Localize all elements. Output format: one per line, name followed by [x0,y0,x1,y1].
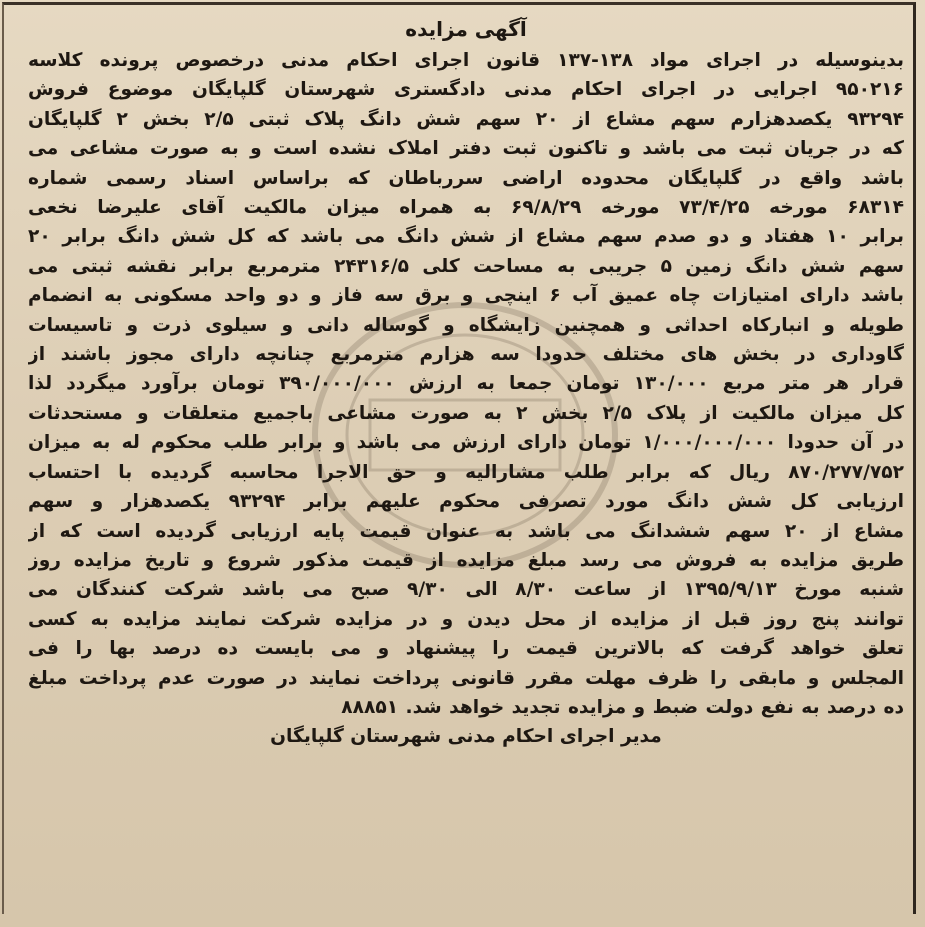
notice-line: باشد دارای امتیازات چاه عمیق آب ۶ اینچی و برق سه فاز و دو واحد مسکونی به انضمام [28,285,904,307]
notice-line: گاوداری در بخش های مختلف حدودا سه هزارم مترمربع چنانچه دارای مجوز باشند از [28,344,904,366]
notice-body [28,46,904,722]
notice-line: طریق مزایده به فروش می رسد مبلغ مزایده از قیمت مذکور شروع و تاریخ مزایده روز [28,549,904,571]
auction-notice [28,14,904,904]
notice-line-last: ده درصد به نفع دولت ضبط و مزایده تجدید خواهد شد. ۸۸۸۵۱ [341,696,904,718]
notice-line: طویله و انبارکاه احداثی و همچنین زایشگاه و گوساله دانی و سیلوی ذرت و تاسیسات [28,314,904,336]
notice-line: ۹۵۰۲۱۶ اجرایی در اجرای احکام مدنی دادگستری شهرستان گلپایگان موضوع فروش [28,79,904,101]
notice-line: بدینوسیله در اجرای مواد ۱۳۸-۱۳۷ قانون اجرای احکام مدنی درخصوص پرونده کلاسه [28,50,904,71]
notice-line: برابر ۱۰ هفتاد و دو صدم سهم مشاع از شش دانگ می باشد که کل شش دانگ برابر ۲۰ [28,226,904,248]
notice-line: ۹۳۲۹۴ یکصدهزارم سهم مشاع از ۲۰ سهم شش دانگ پلاک ثبتی ۲/۵ بخش ۲ گلپایگان [28,108,904,130]
notice-line: در آن حدودا ۱/۰۰۰/۰۰۰/۰۰۰ تومان دارای ارزش می باشد و برابر طلب محکوم له به میزان [28,432,904,454]
notice-line: شنبه مورخ ۱۳۹۵/۹/۱۳ از ساعت ۸/۳۰ الی ۹/۳۰ صبح می باشد شرکت کنندگان می [28,579,904,601]
notice-line: توانند پنج روز قبل از مزایده از محل دیدن و در مزایده شرکت نمایند مزایده به کسی [28,608,904,630]
notice-line: ارزیابی کل شش دانگ مورد تصرفی محکوم علیهم برابر ۹۳۲۹۴ یکصدهزار و سهم [28,491,904,513]
notice-line: تعلق خواهد گرفت که بالاترین قیمت را پیشنهاد و می بایست ده درصد بها را فی [28,638,904,660]
notice-title: آگهی مزایده [405,17,527,41]
notice-line: المجلس و مابقی را ظرف مهلت مقرر قانونی پرداخت نمایند در صورت عدم پرداخت مبلغ [28,667,904,689]
notice-signature: مدیر اجرای احکام مدنی شهرستان گلپایگان [270,726,662,748]
notice-line: ۸۷۰/۲۷۷/۷۵۲ ریال که برابر طلب مشارالیه و حق الاجرا محاسبه گردیده با احتساب [28,461,904,483]
notice-line: مشاع از ۲۰ سهم ششدانگ می باشد به عنوان قیمت پایه ارزیابی گردیده است که از [28,520,904,542]
notice-line: قرار هر متر مربع ۱۳۰/۰۰۰ تومان جمعا به ارزش ۳۹۰/۰۰۰/۰۰۰ تومان برآورد میگردد لذا [28,373,904,395]
notice-line: سهم شش دانگ زمین ۵ جریبی به مساحت کلی ۲۴۳۱۶/۵ مترمربع برابر نقشه ثبتی می [28,255,904,277]
notice-line: ۶۸۳۱۴ مورخه ۷۳/۴/۲۵ مورخه ۶۹/۸/۲۹ به همراه میزان مالکیت آقای علیرضا نخعی [28,197,904,219]
notice-line: که در جریان ثبت می باشد و تاکنون ثبت دفتر املاک نشده است و به صورت مشاعی می [28,138,904,160]
notice-line: باشد واقع در گلپایگان محدوده اراضی سررباطان که براساس اسناد رسمی شماره [28,167,904,189]
notice-line: کل میزان مالکیت از پلاک ۲/۵ بخش ۲ به صورت مشاعی باجمیع متعلقات و مستحدثات [28,402,904,424]
